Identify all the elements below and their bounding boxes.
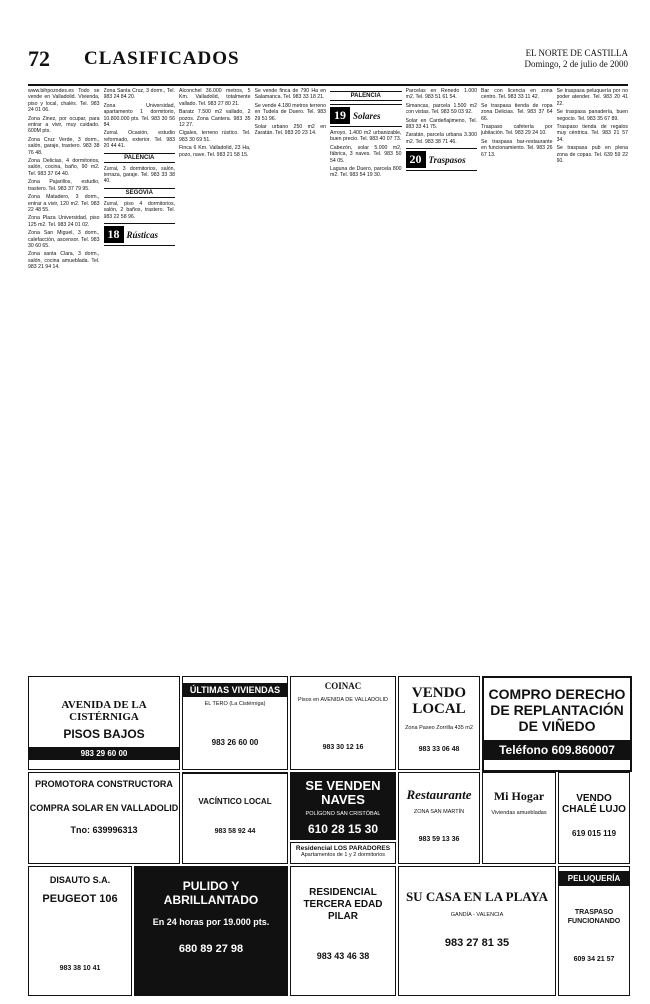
ad-title: RESIDENCIAL TERCERA EDAD PILAR [303, 887, 383, 922]
ad-title: PELUQUERÍA [559, 871, 629, 886]
ad-phone: 983 30 12 16 [322, 744, 364, 751]
listing: Se vende finca de 790 Ha en Salamanca. Tel. 983 33 18 21. [254, 88, 326, 101]
ad-disauto [28, 866, 132, 996]
column-1 [28, 88, 100, 666]
listing: Zaratán, parcela urbana 3.300 m2. Tel. 983 38 71 46. [405, 132, 477, 145]
listing: Zurral. Ocasión, estudio reformado, exterior. Tel. 983 20 44 41. [103, 130, 175, 150]
category-name: Traspasos [428, 154, 466, 165]
ad-line: COMPRO DERECHO [488, 686, 626, 702]
listing: Zona Zinez, por ocupar, para entrar a vivir, muy cuidado. 600M pts. [28, 115, 100, 135]
listing: Solar urbano 250 m2 en Zaratán. Tel. 983 20 23 14. [254, 124, 326, 137]
ad-promotora-constructora [28, 772, 180, 864]
listing: Simancas, parcela 1.500 m2 con vistas. Tel. 983 59 03 92. [405, 102, 477, 116]
ad-residencial-tercera-edad [290, 866, 396, 996]
ad-phone: 983 26 60 00 [211, 738, 259, 747]
ad-spacer [182, 772, 288, 774]
ad-coinac [290, 676, 396, 770]
newspaper-name: EL NORTE DE CASTILLA [525, 48, 628, 58]
ad-phone: 609 34 21 57 [573, 956, 615, 963]
listing: Laguna de Duero, parcela 800 m2. Tel. 983 54 19 30. [330, 166, 402, 179]
ad-title: Mi Hogar [493, 789, 545, 803]
column-4 [255, 88, 327, 666]
section-title: CLASIFICADOS [84, 48, 240, 69]
category-header [104, 223, 176, 246]
ad-phone: 983 29 60 00 [29, 747, 179, 760]
ad-se-venden-naves [290, 772, 396, 840]
ad-restaurante [398, 772, 480, 864]
column-5 [330, 88, 402, 666]
ad-title: AVENIDA DE LA CISTÉRNIGA [61, 699, 147, 723]
ad-residencial-paradores [290, 842, 396, 864]
listing: Finca 6 Km. Valladolid, 23 Ha, pozo, nave. Tel. 983 21 58 15. [179, 145, 251, 158]
listing: Se traspasa peluquería por no poder atender. Tel. 983 20 41 22. [556, 88, 628, 107]
ad-avenida-cisterniga [28, 676, 180, 770]
ad-phone: Teléfono 609.860007 [484, 740, 630, 760]
category-name: Solares [353, 110, 381, 121]
listing: Zona Cruz Verde, 3 dorm., salón, garaje, trastero. 983 38 76 48. [28, 136, 100, 156]
ad-phone: 983 43 46 38 [316, 951, 370, 961]
ad-mi-hogar [482, 772, 556, 864]
ad-subtitle: PEUGEOT 106 [42, 893, 118, 905]
ad-vendo-local [398, 676, 480, 770]
subheading-segovia: SEGOVIA [104, 188, 176, 198]
ad-phone: 983 59 13 36 [418, 836, 460, 843]
ad-phone: 610 28 15 30 [307, 822, 379, 836]
listing: Traspaso tienda de regalos muy céntrica. Tel. 983 21 57 34. [556, 124, 628, 143]
ad-subtitle: PISOS BAJOS [63, 727, 145, 741]
ad-phone: 983 33 06 48 [418, 746, 460, 753]
listing: Alconchel 36.000 metros, 5 Km. Valladolid, totalmente vallado. Tel. 983 27 80 21. [179, 88, 251, 107]
ad-derecho-vinedo [482, 676, 632, 772]
ad-title: DISAUTO S.A. [49, 875, 111, 885]
ad-title: SE VENDEN NAVES [305, 778, 381, 807]
newspaper-masthead [525, 48, 629, 70]
ad-title: PULIDO Y ABRILLANTADO [163, 879, 259, 907]
listing: Se traspasa pub en plena zona de copas. Tel. 639 59 22 60. [556, 145, 628, 165]
ad-peluqueria [558, 866, 630, 996]
listing: Solar en Cardeñajimeno, Tel. 983 33 41 75. [405, 117, 477, 131]
ad-subtitle: Viviendas amuebladas [491, 810, 547, 816]
ad-title: COINAC [324, 681, 362, 691]
category-header [406, 148, 478, 171]
issue-date: Domingo, 2 de julio de 2000 [524, 59, 628, 69]
column-6 [406, 88, 478, 666]
ad-pulido-abrillantado [134, 866, 288, 996]
listing: Se traspasa tienda de ropa zona Delicias. Tel. 983 37 64 66. [481, 102, 553, 122]
listing: Zona santa Clara, 3 dorm., salón, cocina amueblada. Tel. 983 21 94 14. [28, 251, 100, 271]
ad-subtitle: Zona Paseo Zorrilla 435 m2 [405, 725, 473, 731]
ad-phone: 680 89 27 98 [178, 943, 244, 955]
ad-line: DE REPLANTACIÓN [490, 702, 624, 718]
ad-phone: 619 015 119 [571, 829, 617, 838]
column-8 [557, 88, 629, 666]
ad-title: VACÍNTICO LOCAL [198, 797, 272, 806]
column-7 [481, 88, 553, 666]
subheading-palencia-2: PALENCIA [330, 91, 402, 101]
ad-casa-playa [398, 866, 556, 996]
listing: Se vende 4.180 metros terreno en Tudela de Duero. Tel. 983 29 51 96. [254, 102, 326, 122]
display-ads [28, 676, 628, 996]
ad-ultimas-viviendas [182, 676, 288, 770]
ad-subtitle: Pisos en AVENIDA DE VALLADOLID [298, 697, 388, 703]
listing: Zona Pajarillos, estudio, trastero. Tel. 983 37 79 95. [28, 179, 100, 192]
ad-subtitle: ZONA SAN MARTÍN [413, 809, 465, 815]
listing: Zurral, 3 dormitorios, salón, terraza, garaje. Tel. 983 33 38 40. [103, 165, 175, 185]
ad-subtitle: GANDÍA - VALENCIA [450, 912, 504, 918]
ad-phone: 983 58 92 44 [214, 828, 256, 835]
listing: Zona Delicias, 4 dormitorios, salón, cocina, baño, 90 m2. Tel. 983 37 64 40. [28, 158, 100, 177]
listing: Traspaso cafetería por jubilación. Tel. 983 29 24 10. [481, 124, 553, 137]
subheading-palencia: PALENCIA [104, 153, 176, 163]
ad-phone: Tno: 639996313 [70, 825, 138, 835]
ad-subtitle: POLÍGONO SAN CRISTÓBAL [305, 811, 381, 817]
category-number: 19 [330, 107, 350, 124]
listing: Arroyo, 1.400 m2 urbanizable, buen precio. Tel. 983 40 07 73. [330, 130, 402, 143]
ad-title: Restaurante [406, 787, 472, 802]
ad-vendo-chale [558, 772, 630, 864]
classified-listings [28, 88, 628, 666]
category-number: 20 [406, 151, 426, 168]
listing: Zona Universidad, apartamento 1 dormitorio, 10.800.000 pts. Tel. 983 30 56 84. [103, 102, 175, 129]
ad-vacintico-local [182, 772, 288, 864]
ad-title: VENDO LOCAL [411, 685, 467, 717]
ad-title: PROMOTORA CONSTRUCTORA [35, 779, 173, 789]
listing: www.bihpozodes.es Todo se vende en Valladolid. Vivienda, piso y local, chalés. Tel. 983 24 01 06. [28, 88, 100, 114]
ad-title: ÚLTIMAS VIVIENDAS [183, 683, 287, 697]
category-name: Rústicas [126, 229, 159, 240]
ad-title: Residencial LOS PARADORES [295, 845, 391, 852]
listing: Cabezón, solar 5.000 m2, fábrica, 3 naves. Tel. 983 50 54 05. [330, 144, 402, 164]
category-header [330, 104, 402, 127]
ad-phone: 983 38 10 41 [59, 965, 101, 972]
listing: Baratz 7.500 m2 vallado, 2 pozos. Zona Cantera. 983 35 12 27. [179, 109, 251, 129]
ad-subtitle: TRASPASO FUNCIONANDO [567, 909, 621, 925]
page-number: 72 [28, 46, 50, 71]
ad-subtitle: Apartamentos de 1 y 2 dormitorios [300, 852, 386, 858]
category-number: 18 [104, 226, 124, 243]
listing: Bar con licencia en zona centro. Tel. 983 33 11 42. [481, 88, 553, 101]
listing: Zona Santa Cruz, 3 dorm., Tel. 983 24 84 20. [103, 88, 175, 101]
listing: Zona San Miguel, 3 dorm., calefacción, ascensor. Tel. 983 30 60 65. [28, 230, 100, 249]
ad-title: VENDO CHALÉ LUJO [562, 793, 626, 815]
listing: Zona Matadero, 3 dorm., entrar a vivir, 120 m2. Tel. 983 22 48 55. [28, 194, 100, 213]
listing: Se traspasa panadería, buen negocio. Tel. 983 35 67 89. [556, 109, 628, 122]
listing: Zona Plaza Universidad, piso 125 m2. Tel. 983 24 01 02. [28, 215, 100, 228]
ad-line: DE VIÑEDO [518, 718, 596, 734]
ad-subtitle: EL TERO (La Cistérniga) [204, 701, 266, 707]
ad-subtitle: En 24 horas por 19.000 pts. [152, 917, 270, 927]
column-3 [179, 88, 251, 666]
listing: Zurral, piso 4 dormitorios, salón, 2 baños, trastero. Tel. 983 22 58 96. [103, 200, 175, 220]
listing: Cigales, terreno rústico. Tel. 983 30 69 51. [179, 130, 251, 143]
column-2 [104, 88, 176, 666]
ad-phone: 983 27 81 35 [444, 937, 510, 949]
listing: Se traspasa bar-restaurante en funcionamiento. Tel. 983 26 67 13. [481, 138, 553, 158]
ad-subtitle: COMPRA SOLAR EN VALLADOLID [29, 803, 179, 813]
listing: Parcelas en Renedo 1.000 m2. Tel. 983 51 61 54. [405, 88, 477, 101]
ad-title: SU CASA EN LA PLAYA [405, 889, 549, 904]
page-header [28, 44, 628, 86]
